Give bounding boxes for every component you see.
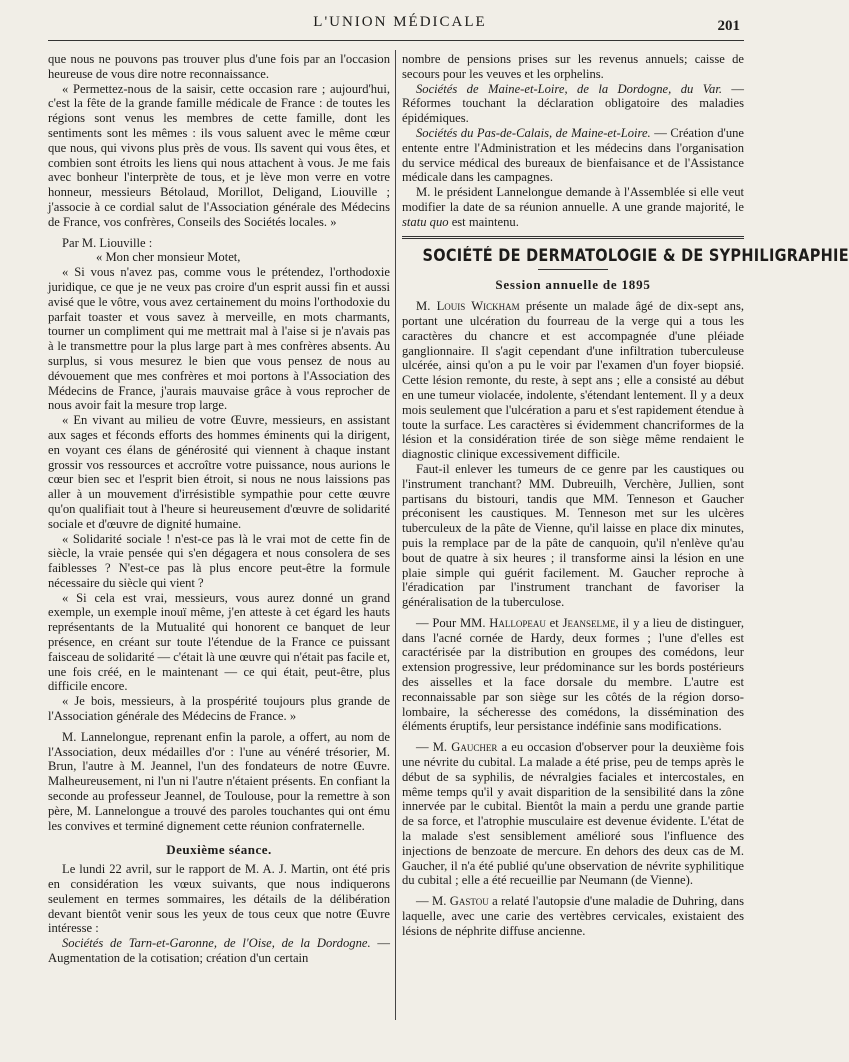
text: — M.	[416, 740, 452, 755]
author-name: Gaucher	[451, 740, 498, 755]
paragraph: « Solidarité sociale ! n'est-ce pas là le vrai mot de cette fin de siècle, la vraie pensée qui s'en dégagera et nous consolera de ses faiblesses ? N'est-ce pas là plus encore peut-être la formule nécessaire du siècle qui vient ?	[48, 531, 390, 590]
paragraph: M. Lannelongue, reprenant enfin la parole, a offert, au nom de l'Association, deux médailles d'or : l'une au vénéré trésorier, M. Brun, l'autre à M. Jeannel, l'un des fondateurs de notre Œuvre. Malheureusement, ni l'un ni l'autre n'étaient présents. En confiant la seconde au professeur Jeannel, de Toulouse, pour la remettre à son père, M. Lannelongue a trouvé des paroles touchantes qui ont ému les convives et terminé dignement cette réunion confraternelle.	[48, 729, 390, 833]
section-rule	[402, 236, 744, 239]
section-heading: Deuxième séance.	[166, 842, 272, 858]
text: et	[545, 615, 563, 630]
column-divider	[395, 50, 396, 1020]
paragraph	[48, 936, 390, 966]
text: a eu occasion d'observer pour la deuxième fois une névrite du cubital. La malade a été prise, peu de temps après le début de sa syphilis, de névralgies faciales et intercostales, en même temps qu'il y avait disparition de la sensibilité dans la zône innervée par le cubital. Bientôt la main a perdu une grande partie de sa force, et l'atrophie musculaire est devenue évidente. L'état de la malade s'est sensiblement amélioré sous l'influence des injections de benzoate de mercure. En dehors des deux cas de M. Gaucher, il n'a été publié qu'une observation de névrite syphilitique du cubital ; elle a été recueillie par Neumann (de Vienne).	[402, 740, 744, 888]
paragraph	[402, 299, 744, 462]
text: — M.	[416, 894, 450, 909]
italic-text: statu quo	[402, 214, 449, 229]
italic-text: Sociétés de Maine-et-Loire, de la Dordogne, du Var.	[416, 81, 722, 96]
text: — Augmentation de la cotisation; création d'un certain	[48, 936, 390, 966]
paragraph	[402, 185, 744, 229]
paragraph	[402, 82, 744, 126]
paragraph	[402, 126, 744, 185]
paragraph	[402, 616, 744, 734]
right-column	[402, 52, 849, 939]
text: , il y a lieu de distinguer, dans l'acné cornée de Hardy, deux formes ; l'une d'elles est caractérisée par la distribution en groupes des comédons, leur extension progressive, leur prédominance sur les bords postérieurs des aisselles et la face dorsale du membre. L'autre est reconnaissable par son siège sur les côtés de la région dorso-lombaire, la sécheresse des comédons, la dissémination des éléments éruptifs, leur persistance indéfinie sans modifications.	[402, 615, 745, 734]
short-rule	[538, 269, 608, 270]
paragraph: « Permettez-nous de la saisir, cette occasion rare ; aujourd'hui, c'est la fête de la grande famille médicale de France : de toutes les régions sont venus les membres de cette famille, dont les sentiments sont les mêmes : ils vous saluent avec le même cœur que nous, qui vivons plus près de vous. Ils savent qui vous êtes, et combien sont étroits les liens qui nous attachent à vous. Je me fais avec bonheur l'interprète de tous, et je lève mon verre en votre honneur, messieurs Bétolaud, Morillot, Deligand, Liouville ; j'associe à ce cordial salut de l'Association générale des Médecins de France, vos confrères, Conseils des Sociétés locales. »	[48, 81, 390, 229]
text: — Création d'une entente entre l'Administration et les médecins dans l'organisation du service médical des bureaux de bienfaisance et de l'Assistance médicale dans les campagnes.	[402, 125, 745, 185]
page-header	[0, 14, 800, 38]
paragraph: Faut-il enlever les tumeurs de ce genre par les caustiques ou l'instrument tranchant? MM. Dubreuilh, Verchère, Jullien, sont partisans du bistouri, tandis que MM. Tenneson et Gaucher préconisent les caustiques. M. Tenneson met sur les ulcères tuberculeux de la pâte de Vienne, qu'il laisse en place dix minutes, puis la remplace par de la pâte de canquoin, qu'il n'enlève qu'au bout de quatre à six heures ; il transforme ainsi la lésion en une plaie simple qui guérit facilement. M. Gaucher reproche à l'éradication par l'instrument tranchant de favoriser la généralisation de la tuberculose.	[402, 461, 744, 610]
paragraph	[402, 894, 744, 938]
text: est maintenu.	[448, 214, 519, 229]
paragraph: « Si vous n'avez pas, comme vous le prétendez, l'orthodoxie juridique, ce que je ne veux pas croire d'un esprit aussi fin et aussi avisé que le vôtre, vous avez certainement du moins l'orthodoxie du parfait toaster et vous savez à merveille, en mots charmants, tourner un compliment qui me mettrait mal à l'aise si je n'avais pas à le transmettre pour la plus large part à mes confrères absents. Au surplus, si vous mesurez le bien que vous pensez de nous au dévouement que mes confrères et moi portons à l'Association des Médecins de France, j'aurais mauvaise grâce à vous reprocher de nous avoir fait la mesure trop large.	[48, 265, 390, 413]
paragraph: « Si cela est vrai, messieurs, vous aurez donné un grand exemple, un exemple inouï même, j'en atteste à cet égard les hauts représentants de la Mutualité qui honorent ce banquet de leur présence, en créant sur toute l'étendue de la France ce puissant faisceau de solidarité — c'était là une œuvre qui n'était pas facile et, une fois créé, en le maintenant — ce qui était, peut-être, plus difficile encore.	[48, 590, 390, 694]
author-name: Louis Wickham	[436, 299, 520, 314]
society-title: SOCIÉTÉ DE DERMATOLOGIE & DE SYPHILIGRAPHIE	[422, 245, 849, 265]
paragraph: « Mon cher monsieur Motet,	[96, 250, 241, 265]
text: a relaté l'autopsie d'une maladie de Duhring, dans laquelle, avec une carie des vertèbres cervicales, existaient des lésions de néphrite diffuse ancienne.	[402, 894, 744, 938]
text: — Réformes touchant la déclaration obligatoire des maladies épidémiques.	[402, 81, 744, 126]
paragraph: que nous ne pouvons pas trouver plus d'une fois par an l'occasion heureuse de vous dire notre reconnaissance.	[48, 52, 390, 81]
journal-title: L'UNION MÉDICALE	[313, 14, 487, 30]
text: — Pour MM.	[416, 615, 490, 630]
author-name: Jeanselme	[562, 615, 616, 630]
italic-text: Sociétés de Tarn-et-Garonne, de l'Oise, de la Dordogne.	[62, 936, 371, 951]
text: M.	[416, 299, 437, 314]
header-rule	[48, 40, 744, 41]
paragraph: Par M. Liouville :	[62, 235, 153, 250]
author-name: Gastou	[449, 894, 489, 909]
paragraph	[402, 740, 744, 888]
text: M. le président Lannelongue demande à l'Assemblée si elle veut modifier la date de sa réunion annuelle. A une grande majorité, le	[402, 185, 744, 214]
paragraph: Le lundi 22 avril, sur le rapport de M. A. J. Martin, ont été pris en considération les vœux suivants, que nous indiquerons seulement en termes sommaires, les détails de la délibération devant bientôt venir sous les yeux de tous ceux que notre Œuvre intéresse :	[48, 862, 390, 936]
text: présente un malade âgé de dix-sept ans, portant une ulcération du fourreau de la verge qui a tous les caractères du chancre et est accompagnée d'une pléiade ganglionnaire. Il s'agit cependant d'une infiltration tuberculeuse ulcérée, ainsi qu'on a pu le voir par l'examen d'un foyer biopsié. Cette lésion remonte, du reste, à sept ans ; elle a consisté au début en une tumeur violacée, indolente, s'étendant lentement. Il y a deux mois seulement que l'ulcération a paru et s'est rapidement étendue à toute la surface. Les caractères si évidemment chancriformes de la lésion et la considération tirée de son siège même rendaient le diagnostic clinique excessivement difficile.	[402, 299, 744, 462]
italic-text: Sociétés du Pas-de-Calais, de Maine-et-Loire.	[416, 125, 651, 140]
author-name: Hallopeau	[489, 615, 546, 630]
paragraph: nombre de pensions prises sur les revenus annuels; caisse de secours pour les veuves et les orphelins.	[402, 52, 744, 81]
paragraph: « En vivant au milieu de votre Œuvre, messieurs, en assistant aux sages et féconds efforts des hommes éminents qui la dirigent, en voyant ces élans de générosité qui viennent à chaque instant grossir vos ressources et accroître votre puissance, nous aurions le cœur bien sec et l'esprit bien étroit, si nous ne nous laissions pas aller à un mouvement d'irrésistible sympathie pour cette œuvre qu'on qualifiait tout à l'heure si heureusement d'œuvre de solidarité sociale et d'œuvre de dignité humaine.	[48, 413, 390, 531]
paragraph: « Je bois, messieurs, à la prospérité toujours plus grande de l'Association générale des Médecins de France. »	[48, 694, 390, 724]
session-title: Session annuelle de 1895	[495, 277, 651, 293]
left-column	[48, 52, 390, 966]
page-number: 201	[717, 18, 740, 34]
